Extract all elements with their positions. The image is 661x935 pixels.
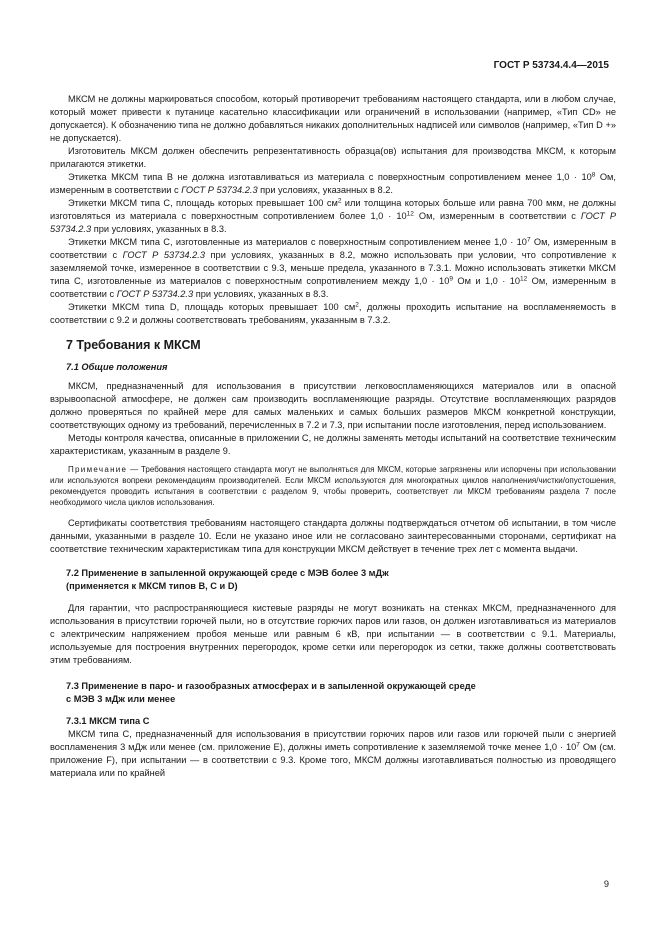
note-paragraph: Примечание — Требования настоящего стандарта могут не выполняться для МКСМ, которые загрязнены или испорчены при использовании или используются вопреки рекомендациям производителей. Если МКСМ используются для многократных циклов наполнения/чистки/опустошения, рекомендуется проводить испытания в соответствии с разделом 9, чтобы проверить, соответствует ли МКСМ требованиям раздела 7 после необходимого числа циклов использования. (50, 465, 616, 507)
standard-reference: ГОСТ Р 53734.2.3 (50, 211, 616, 234)
paragraph-certificates: Сертификаты соответствия требованиям настоящего стандарта должны подтверждаться отчетом об испытании, в том числе данными, указанными в разделе 10. Если не указано иное или не согласовано заинтересованными сторонами, сертификат на соответствие техническим характеристикам типа для конструкции МКСМ действует в течение трех лет с момента выдачи. (50, 518, 616, 554)
page-number: 9 (603, 879, 609, 889)
subsection-title-continued: с МЭВ 3 мДж или менее (66, 694, 176, 704)
paragraph-label-type-c-materials: Этикетки МКСМ типа С, изготовленные из материалов с поверхностным сопротивлением менее $1,0 \cdot 10^7$ Ом, измеренным в соответствии с ГОСТ Р 53734.2.3 при условиях, указанных в 8.2, можно использовать при условии, что сопротивление к заземляемой точке, измеренное в соответствии с 9.3, меньше предела, указанного в 7.3.1. Можно использовать этикетки МКСМ типа С, изготовленные из материалов с поверхностным сопротивлением между $1,0 \cdot 10^9$ Ом и $1,0 \cdot 10^{12}$ Ом, измеренным в соответствии с ГОСТ Р 53734.2.3 при условиях, указанных в 8.3. (50, 236, 616, 299)
subsection-title: 7.3 Применение в паро- и газообразных атмосферах и в запыленной окружающей среде (66, 681, 476, 691)
standard-reference: ГОСТ Р 53734.2.3 (122, 250, 205, 260)
subsubsection-title: 7.3.1 МКСМ типа С (66, 716, 150, 726)
paragraph-sample-representativeness: Изготовитель МКСМ должен обеспечить репрезентативность образца(ов) испытания для производства МКСМ, к которым прилагаются этикетки. (50, 146, 616, 169)
section-title: 7 Требования к МКСМ (66, 338, 201, 352)
subsection-title-continued: (применяется к МКСМ типов В, С и D) (66, 581, 238, 591)
note-label: Примечание (68, 465, 128, 474)
standard-reference: ГОСТ Р 53734.2.3 (181, 185, 258, 195)
paragraph-label-type-c-large: Этикетки МКСМ типа С, площадь которых превышает 100 $см^2$ или толщина которых больше или равна 700 мкм, не должны изготовляться из материала с поверхностным сопротивлением более $1,0 \cdot 10^{12}$ Ом, измеренным в соответствии с ГОСТ Р 53734.2.3 при условиях, указанных в 8.3. (50, 197, 616, 234)
paragraph-label-type-b: Этикетка МКСМ типа В не должна изготавливаться из материала с поверхностным сопротивлением менее $1,0 \cdot 10^8$ Ом, измеренным в соответствии с ГОСТ Р 53734.2.3 при условиях, указанных в 8.2. (50, 171, 616, 195)
page-content (50, 93, 616, 780)
paragraph-general-provisions: МКСМ, предназначенный для использования в присутствии легковоспламеняющихся материалов или в опасной взрывоопасной атмосфере, не должен сам производить воспламеняющие разряды. Отсутствие воспламеняющих разрядов должно проверяться по крайней мере для самых маленьких и самых больших размеров МКСМ конкретной конструкции, соответствующих одному из требований, перечисленных в 7.2 и 7.3, при испытании после изготовления, перед использованием. (50, 381, 616, 430)
document-id-header: ГОСТ Р 53734.4.4—2015 (493, 60, 609, 71)
paragraph-quality-control: Методы контроля качества, описанные в приложении С, не должны заменять методы испытаний на соответствие техническим характеристикам, указанным в разделе 9. (50, 433, 616, 456)
subsection-title: 7.1 Общие положения (66, 362, 168, 372)
standard-reference: ГОСТ Р 53734.2.3 (116, 289, 194, 299)
subsection-title: 7.2 Применение в запыленной окружающей среде с МЭВ более 3 мДж (66, 568, 389, 578)
paragraph-type-c-fibc: МКСМ типа С, предназначенный для использования в присутствии горючих паров или газов или горючей пыли с энергией воспламенения 3 мДж или менее (см. приложение Е), должны иметь сопротивление к заземляемой точке менее $1,0 \cdot 10^7$ Ом (см. приложение F), при испытании — в соответствии с 9.3. Кроме того, МКСМ должны изготавливаться полностью из проводящего материала или по крайней (50, 729, 616, 778)
paragraph-marking: МКСМ не должны маркироваться способом, который противоречит требованиям настоящего стандарта, или в любом случае, который может привести к путанице касательно классификации или ограничений в использовании (например, «Тип CD» не допускается). К обозначению типа не должно добавляться никаких дополнительных надписей или символов (например, «Тип D +» не допускается). (50, 94, 616, 143)
paragraph-dusty-environment: Для гарантии, что распространяющиеся кистевые разряды не могут возникать на стенках МКСМ, предназначенного для использования в присутствии горючей пыли, но в отсутствие горючих паров или газов, он должен изготавливаться из материалов с электрическим напряжением пробоя меньше или равным 6 кВ, при испытании — в соответствии с 9.1. Материалы, используемые для построения внутренних перегородок, кроме сетки или перегородок из сетки, также должны соответствовать этим требованиям. (50, 603, 616, 665)
paragraph-label-type-d: Этикетки МКСМ типа D, площадь которых превышает 100 $см^2$, должны проходить испытание на воспламеняемость в соответствии с 9.2 и должны соответствовать требованиям, указанным в 7.3.2. (50, 301, 616, 325)
